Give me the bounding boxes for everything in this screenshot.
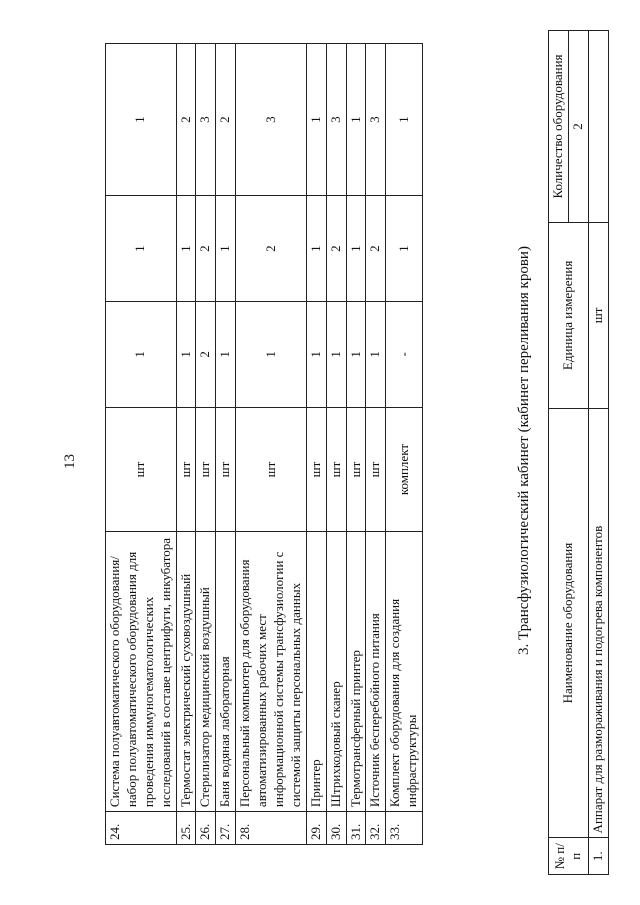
row-num: 33. [386,812,423,845]
row-num: 25. [176,812,196,845]
row-name: Комплект оборудования для создания инфраструктуры [386,532,423,812]
row-value-2: 2 [326,196,346,302]
row-value-2: 2 [196,196,216,302]
row-num: 24. [106,812,177,845]
table-row [326,44,346,845]
row-name: Штрихкодовый сканер [326,532,346,812]
table-row [196,44,216,845]
table-row [176,44,196,845]
row-value-1: 1 [326,302,346,408]
row-unit: шт [176,407,196,532]
row-num: 26. [196,812,216,845]
page-number: 13 [62,454,78,469]
transfusion-cabinet-table [548,30,609,875]
row-unit: шт [346,407,366,532]
row-value-1: 1 [346,302,366,408]
row-value-3: 1 [306,44,326,196]
row-num: 28. [236,812,307,845]
row-unit: шт [236,407,307,532]
row-value-2: 2 [236,196,307,302]
section-heading: 3. Трансфузиологический кабинет (кабинет переливания крови) [516,246,532,655]
row-value-2: 1 [346,196,366,302]
row-value-2: 1 [176,196,196,302]
row-value-1: 1 [306,302,326,408]
row-qty [588,31,608,223]
row-value-1: 1 [176,302,196,408]
row-value-2: 2 [366,196,386,302]
row-name: Принтер [306,532,326,812]
equipment-table-body [106,44,423,845]
row-num: 29. [306,812,326,845]
row-value-3: 3 [326,44,346,196]
row-value-3: 3 [366,44,386,196]
row-value-3: 1 [346,44,366,196]
row-num: 27. [216,812,236,845]
row-num: 31. [346,812,366,845]
row-name: Источник бесперебойного питания [366,532,386,812]
row-value-3: 2 [176,44,196,196]
row-num: 1. [588,838,608,875]
row-unit: шт [196,407,216,532]
row-value-1: 1 [216,302,236,408]
row-name: Персональный компьютер для оборудования автоматизированных рабочих мест информационной системы трансфузиологии с системой защиты персональных данных [236,532,307,812]
header-unit: Единица измерения [549,223,589,409]
row-value-1: 1 [366,302,386,408]
row-name: Стерилизатор медицинский воздушный [196,532,216,812]
table-row [588,31,608,875]
row-num: 32. [366,812,386,845]
header-qty: Количество оборудования [549,31,569,223]
row-value-2: 1 [306,196,326,302]
row-value-1: - [386,302,423,408]
row-value-3: 3 [236,44,307,196]
row-value-3: 1 [386,44,423,196]
row-name: Баня водяная лабораторная [216,532,236,812]
table-row [106,44,177,845]
row-unit: шт [216,407,236,532]
table-row [366,44,386,845]
header-qty-sub: 2 [568,31,588,223]
row-value-1: 1 [106,302,177,408]
row-value-1: 2 [196,302,216,408]
table-row [346,44,366,845]
row-value-2: 1 [386,196,423,302]
row-name: Термотрансферный принтер [346,532,366,812]
row-name: Аппарат для размораживания и подогрева компонентов [588,408,608,838]
equipment-table-continued [105,43,423,845]
row-value-2: 1 [216,196,236,302]
row-value-1: 1 [236,302,307,408]
row-name: Система полуавтоматического оборудования/набор полуавтоматического оборудования для проведения иммуногематологических исследований в составе центрифуги, инкубатора [106,532,177,812]
row-value-3: 2 [216,44,236,196]
row-unit: шт [306,407,326,532]
header-num: № п/п [549,838,589,875]
table-row [236,44,307,845]
row-unit: шт [366,407,386,532]
table-header-row [549,31,569,875]
row-num: 30. [326,812,346,845]
row-name: Термостат электрический суховоздушный [176,532,196,812]
row-value-3: 1 [106,44,177,196]
row-unit: шт [326,407,346,532]
table-row [306,44,326,845]
row-value-3: 3 [196,44,216,196]
header-name: Наименование оборудования [549,408,589,838]
row-value-2: 1 [106,196,177,302]
row-unit: комплект [386,407,423,532]
row-unit: шт [106,407,177,532]
row-unit: шт [588,223,608,409]
table-row [386,44,423,845]
table-row [216,44,236,845]
